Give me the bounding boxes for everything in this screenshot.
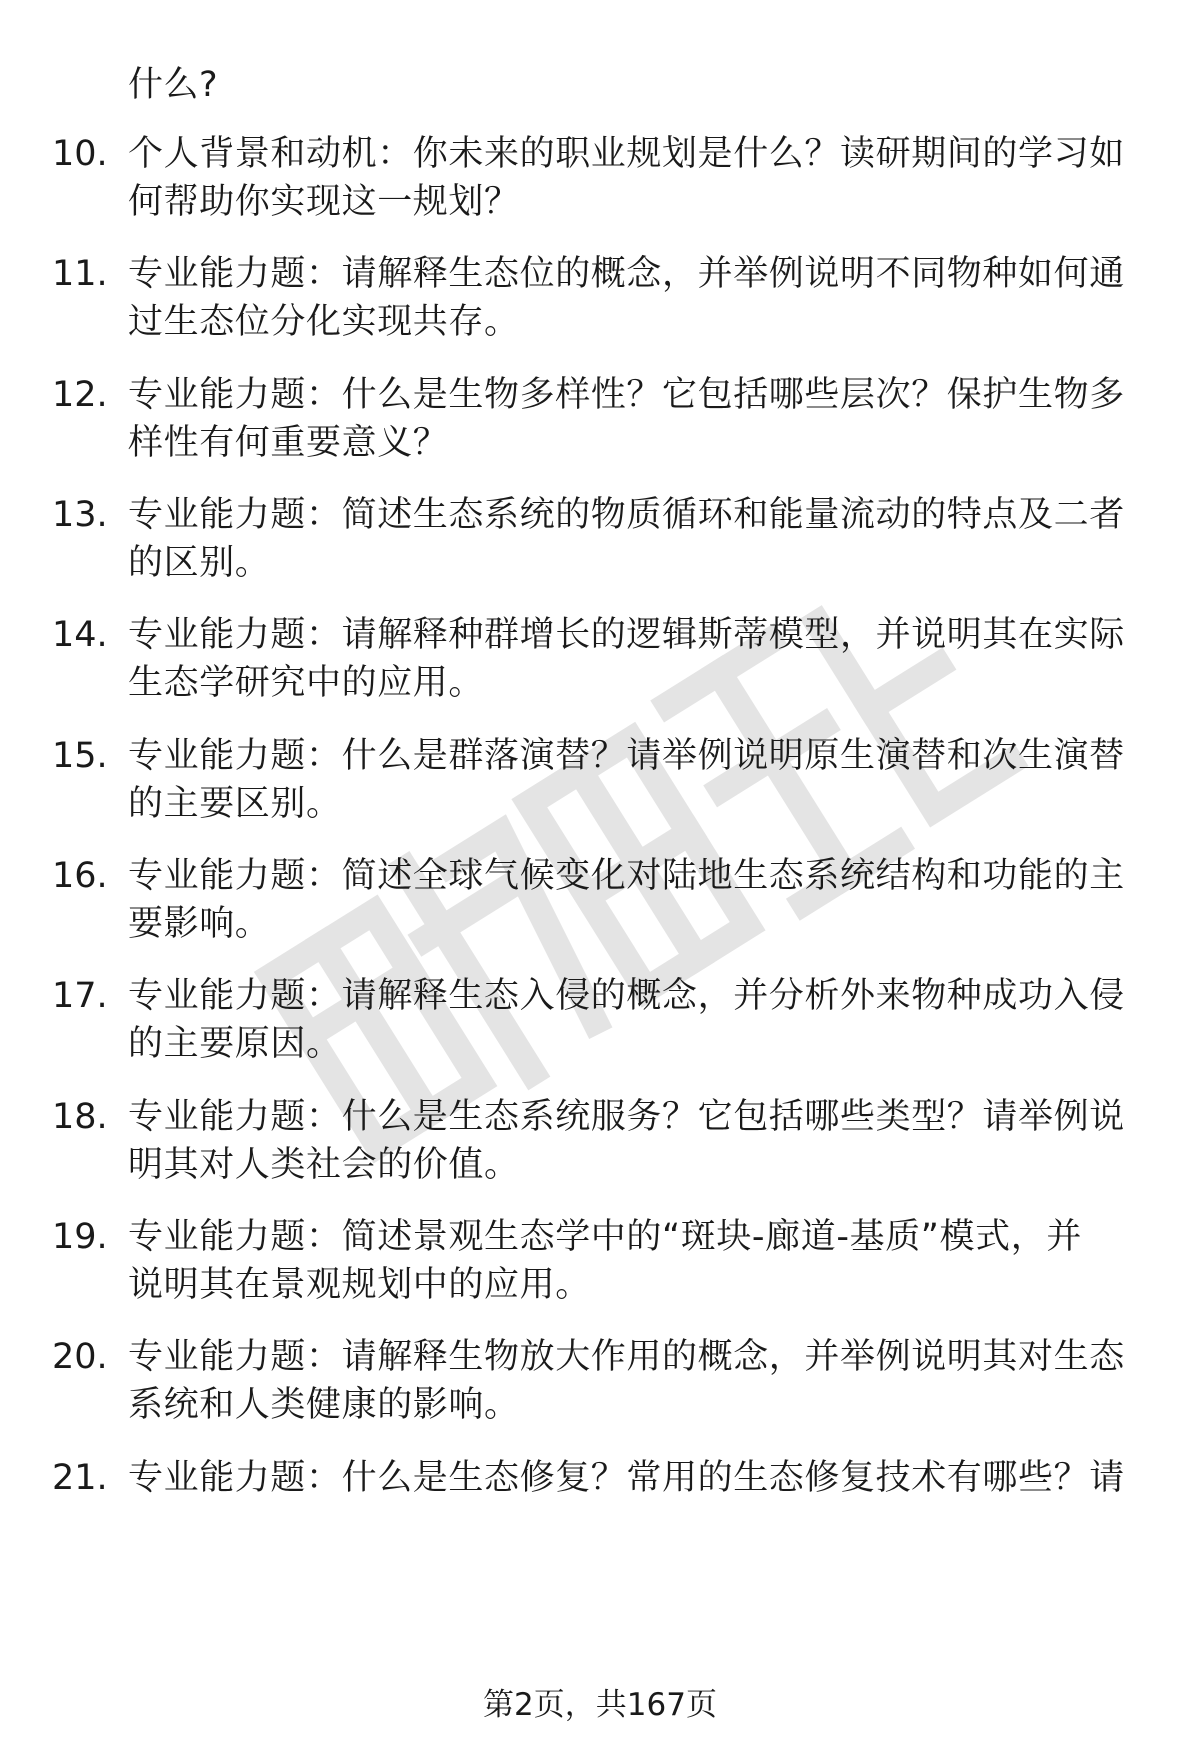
item-text-line: 生态学研究中的应用。 bbox=[128, 663, 485, 703]
item-number: 10. bbox=[52, 134, 108, 174]
item-number: 17. bbox=[52, 976, 108, 1016]
item-number: 18. bbox=[52, 1097, 108, 1137]
item-text-line: 过生态位分化实现共存。 bbox=[128, 302, 520, 342]
item-number: 12. bbox=[52, 375, 108, 415]
item-text-line: 的主要原因。 bbox=[128, 1024, 342, 1064]
item-text-line: 专业能力题：请解释生态入侵的概念，并分析外来物种成功入侵 bbox=[128, 976, 1125, 1016]
item-number: 11. bbox=[52, 254, 108, 294]
page-footer: 第2页，共167页 bbox=[483, 1687, 717, 1723]
item-number: 14. bbox=[52, 615, 108, 655]
list-item bbox=[0, 1094, 1200, 1204]
item-number: 19. bbox=[52, 1217, 108, 1257]
item-text-line: 专业能力题：请解释种群增长的逻辑斯蒂模型，并说明其在实际 bbox=[128, 615, 1125, 655]
item-text-line: 专业能力题：请解释生物放大作用的概念，并举例说明其对生态 bbox=[128, 1337, 1125, 1377]
item-text-line: 专业能力题：简述全球气候变化对陆地生态系统结构和功能的主 bbox=[128, 856, 1125, 896]
list-item bbox=[0, 251, 1200, 361]
item-number: 21. bbox=[52, 1458, 108, 1498]
list-item bbox=[0, 973, 1200, 1083]
list-item bbox=[0, 733, 1200, 843]
item-text-line: 的区别。 bbox=[128, 543, 271, 583]
list-item bbox=[0, 131, 1200, 241]
item-text-line: 专业能力题：什么是群落演替？请举例说明原生演替和次生演替 bbox=[128, 736, 1125, 776]
item-text-line: 专业能力题：什么是生态修复？常用的生态修复技术有哪些？请 bbox=[128, 1458, 1125, 1498]
continuation-text: 什么? bbox=[128, 65, 219, 105]
item-text-line: 要影响。 bbox=[128, 904, 271, 944]
item-number: 15. bbox=[52, 736, 108, 776]
item-text-line: 专业能力题：简述生态系统的物质循环和能量流动的特点及二者 bbox=[128, 495, 1125, 535]
item-text-line: 专业能力题：请解释生态位的概念，并举例说明不同物种如何通 bbox=[128, 254, 1125, 294]
item-text-line: 明其对人类社会的价值。 bbox=[128, 1145, 520, 1185]
item-text-line: 说明其在景观规划中的应用。 bbox=[128, 1265, 591, 1305]
item-text-line: 个人背景和动机：你未来的职业规划是什么？读研期间的学习如 bbox=[128, 134, 1125, 174]
list-item bbox=[0, 492, 1200, 602]
list-item bbox=[0, 372, 1200, 482]
item-number: 16. bbox=[52, 856, 108, 896]
list-item bbox=[0, 1334, 1200, 1444]
item-text-line: 系统和人类健康的影响。 bbox=[128, 1385, 520, 1425]
item-text-line: 何帮助你实现这一规划？ bbox=[128, 182, 520, 222]
item-text-line: 的主要区别。 bbox=[128, 784, 342, 824]
list-item bbox=[0, 853, 1200, 963]
item-text-line: 专业能力题：什么是生物多样性？它包括哪些层次？保护生物多 bbox=[128, 375, 1125, 415]
item-number: 20. bbox=[52, 1337, 108, 1377]
item-text-line: 样性有何重要意义？ bbox=[128, 423, 449, 463]
list-item bbox=[0, 1214, 1200, 1324]
list-item bbox=[0, 612, 1200, 722]
item-text-line: 专业能力题：什么是生态系统服务？它包括哪些类型？请举例说 bbox=[128, 1097, 1125, 1137]
item-number: 13. bbox=[52, 495, 108, 535]
item-text-line: 专业能力题：简述景观生态学中的“斑块-廊道-基质”模式，并 bbox=[128, 1217, 1082, 1257]
list-item bbox=[0, 1455, 1200, 1515]
